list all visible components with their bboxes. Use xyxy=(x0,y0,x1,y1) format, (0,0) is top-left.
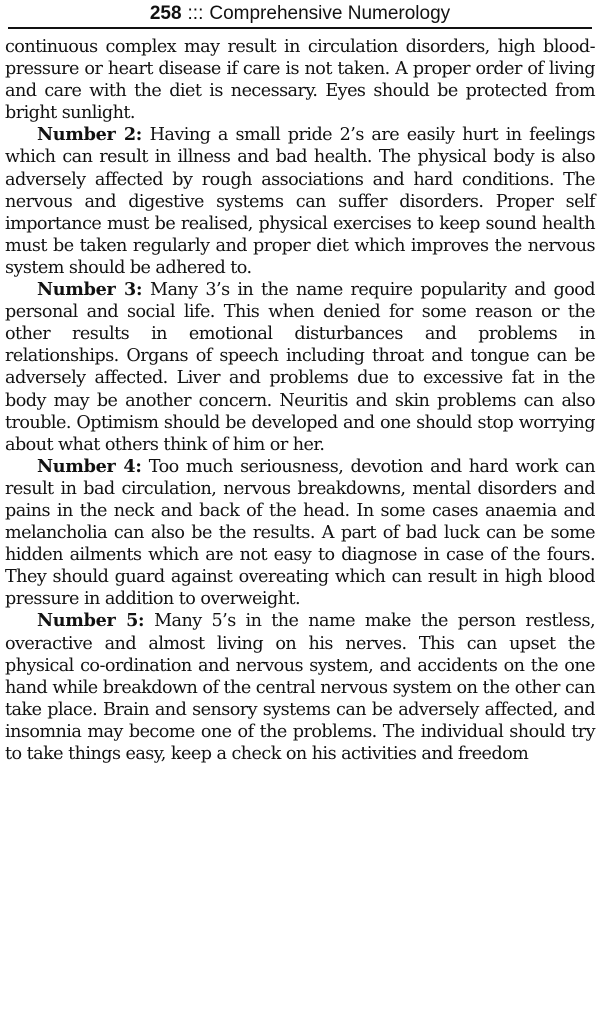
header-separator: ::: xyxy=(187,3,204,24)
paragraph-lead: Number 3: xyxy=(37,279,143,301)
paragraph-number-2 xyxy=(5,124,595,279)
paragraph-text: Having a small pride 2’s are easily hurt in feelings which can result in illness and bad health. The physical body is also adversely affected by rough associations and hard conditions. The nervous and digestive systems can suffer disorders. Proper self importance must be realised, physical exercises to keep sound health must be taken regularly and proper diet which improves the nervous system should be adhered to. xyxy=(5,125,595,278)
book-title: Comprehensive Numerology xyxy=(209,3,451,24)
body-text xyxy=(5,36,595,765)
page-number: 258 xyxy=(149,3,182,24)
paragraph-lead: Number 5: xyxy=(37,610,145,632)
paragraph-continuation xyxy=(5,36,595,124)
paragraph-text: continuous complex may result in circulation disorders, high blood-pressure or heart disease if care is not taken. A proper order of living and care with the diet is necessary. Eyes should be protected from bright sunlight. xyxy=(5,37,595,124)
paragraph-text: Many 5’s in the name make the person restless, overactive and almost living on his nerves. This can upset the physical co-ordination and nervous system, and accidents on the one hand while breakdown of the central nervous system on the other can take place. Brain and sensory systems can be adversely affected, and insomnia may become one of the problems. The individual should try to take things easy, keep a check on his activities and freedom xyxy=(5,611,595,764)
paragraph-text: Many 3’s in the name require popularity and good personal and social life. This when denied for some reason or the other results in emotional disturbances and problems in relationships. Organs of speech including throat and tongue can be adversely affected. Liver and problems due to excessive fat in the body may be another concern. Neuritis and skin problems can also trouble. Optimism should be developed and one should stop worrying about what others think of him or her. xyxy=(5,280,595,455)
paragraph-lead: Number 2: xyxy=(37,124,142,146)
running-header xyxy=(5,0,595,27)
paragraph-number-5 xyxy=(5,610,595,765)
paragraph-text: Too much seriousness, devotion and hard work can result in bad circulation, nervous breakdowns, mental disorders and pains in the neck and back of the head. In some cases anaemia and melancholia can also be the results. A part of bad luck can be some hidden ailments which are not easy to diagnose in case of the fours. They should guard against overeating which can result in high blood pressure in addition to overweight. xyxy=(5,456,595,610)
paragraph-number-4 xyxy=(5,456,595,611)
header-rule xyxy=(8,27,592,29)
paragraph-number-3 xyxy=(5,279,595,456)
paragraph-lead: Number 4: xyxy=(37,455,142,477)
